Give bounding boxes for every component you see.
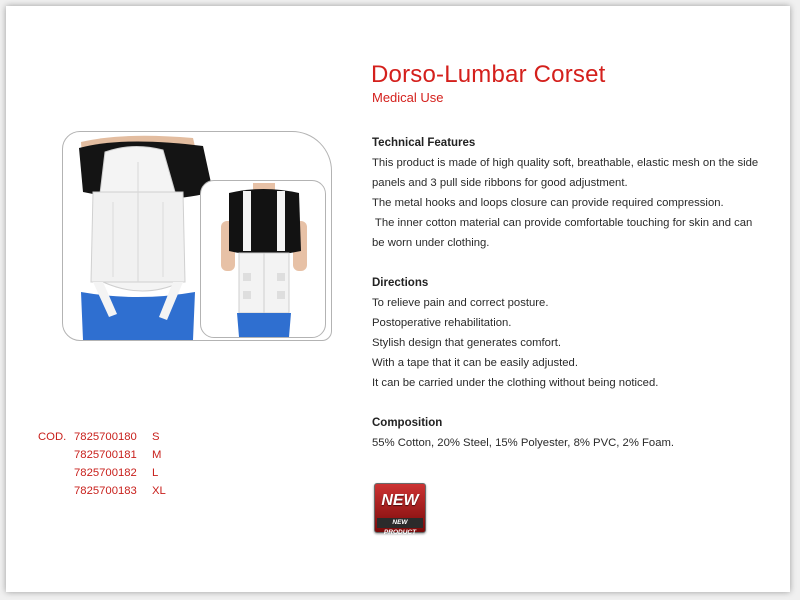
product-image-front — [200, 180, 326, 338]
code-size: M — [152, 449, 162, 461]
directions-line: To relieve pain and correct posture. — [372, 297, 549, 309]
technical-line: This product is made of high quality soft, breathable, elastic mesh on the side — [372, 157, 759, 169]
badge-subtext: NEW PRODUCT — [377, 518, 423, 528]
code-number: 7825700180 — [74, 431, 137, 443]
code-size: S — [152, 431, 160, 443]
directions-heading: Directions — [372, 277, 429, 289]
technical-line: be worn under clothing. — [372, 237, 490, 249]
directions-line: With a tape that it can be easily adjusted. — [372, 357, 578, 369]
product-title: Dorso-Lumbar Corset — [371, 61, 606, 88]
technical-line: The metal hooks and loops closure can provide required compression. — [372, 197, 724, 209]
code-number: 7825700181 — [74, 449, 137, 461]
code-number: 7825700183 — [74, 485, 137, 497]
corset-front-illustration — [201, 181, 325, 337]
directions-line: It can be carried under the clothing without being noticed. — [372, 377, 659, 389]
directions-line: Stylish design that generates comfort. — [372, 337, 562, 349]
directions-line: Postoperative rehabilitation. — [372, 317, 512, 329]
composition-heading: Composition — [372, 417, 443, 429]
badge-new-text: NEW — [381, 492, 419, 509]
code-number: 7825700182 — [74, 467, 137, 479]
code-label: COD. — [38, 431, 67, 443]
code-size: L — [152, 467, 159, 479]
directions-section — [372, 273, 772, 393]
composition-section — [372, 413, 772, 453]
product-subtitle: Medical Use — [372, 90, 444, 105]
technical-features-heading: Technical Features — [372, 137, 476, 149]
code-size: XL — [152, 485, 166, 497]
technical-line: panels and 3 pull side ribbons for good adjustment. — [372, 177, 628, 189]
technical-line: The inner cotton material can provide comfortable touching for skin and can — [372, 217, 753, 229]
technical-features-section — [372, 133, 772, 253]
composition-text: 55% Cotton, 20% Steel, 15% Polyester, 8% PVC, 2% Foam. — [372, 437, 675, 449]
new-product-badge — [374, 483, 426, 536]
